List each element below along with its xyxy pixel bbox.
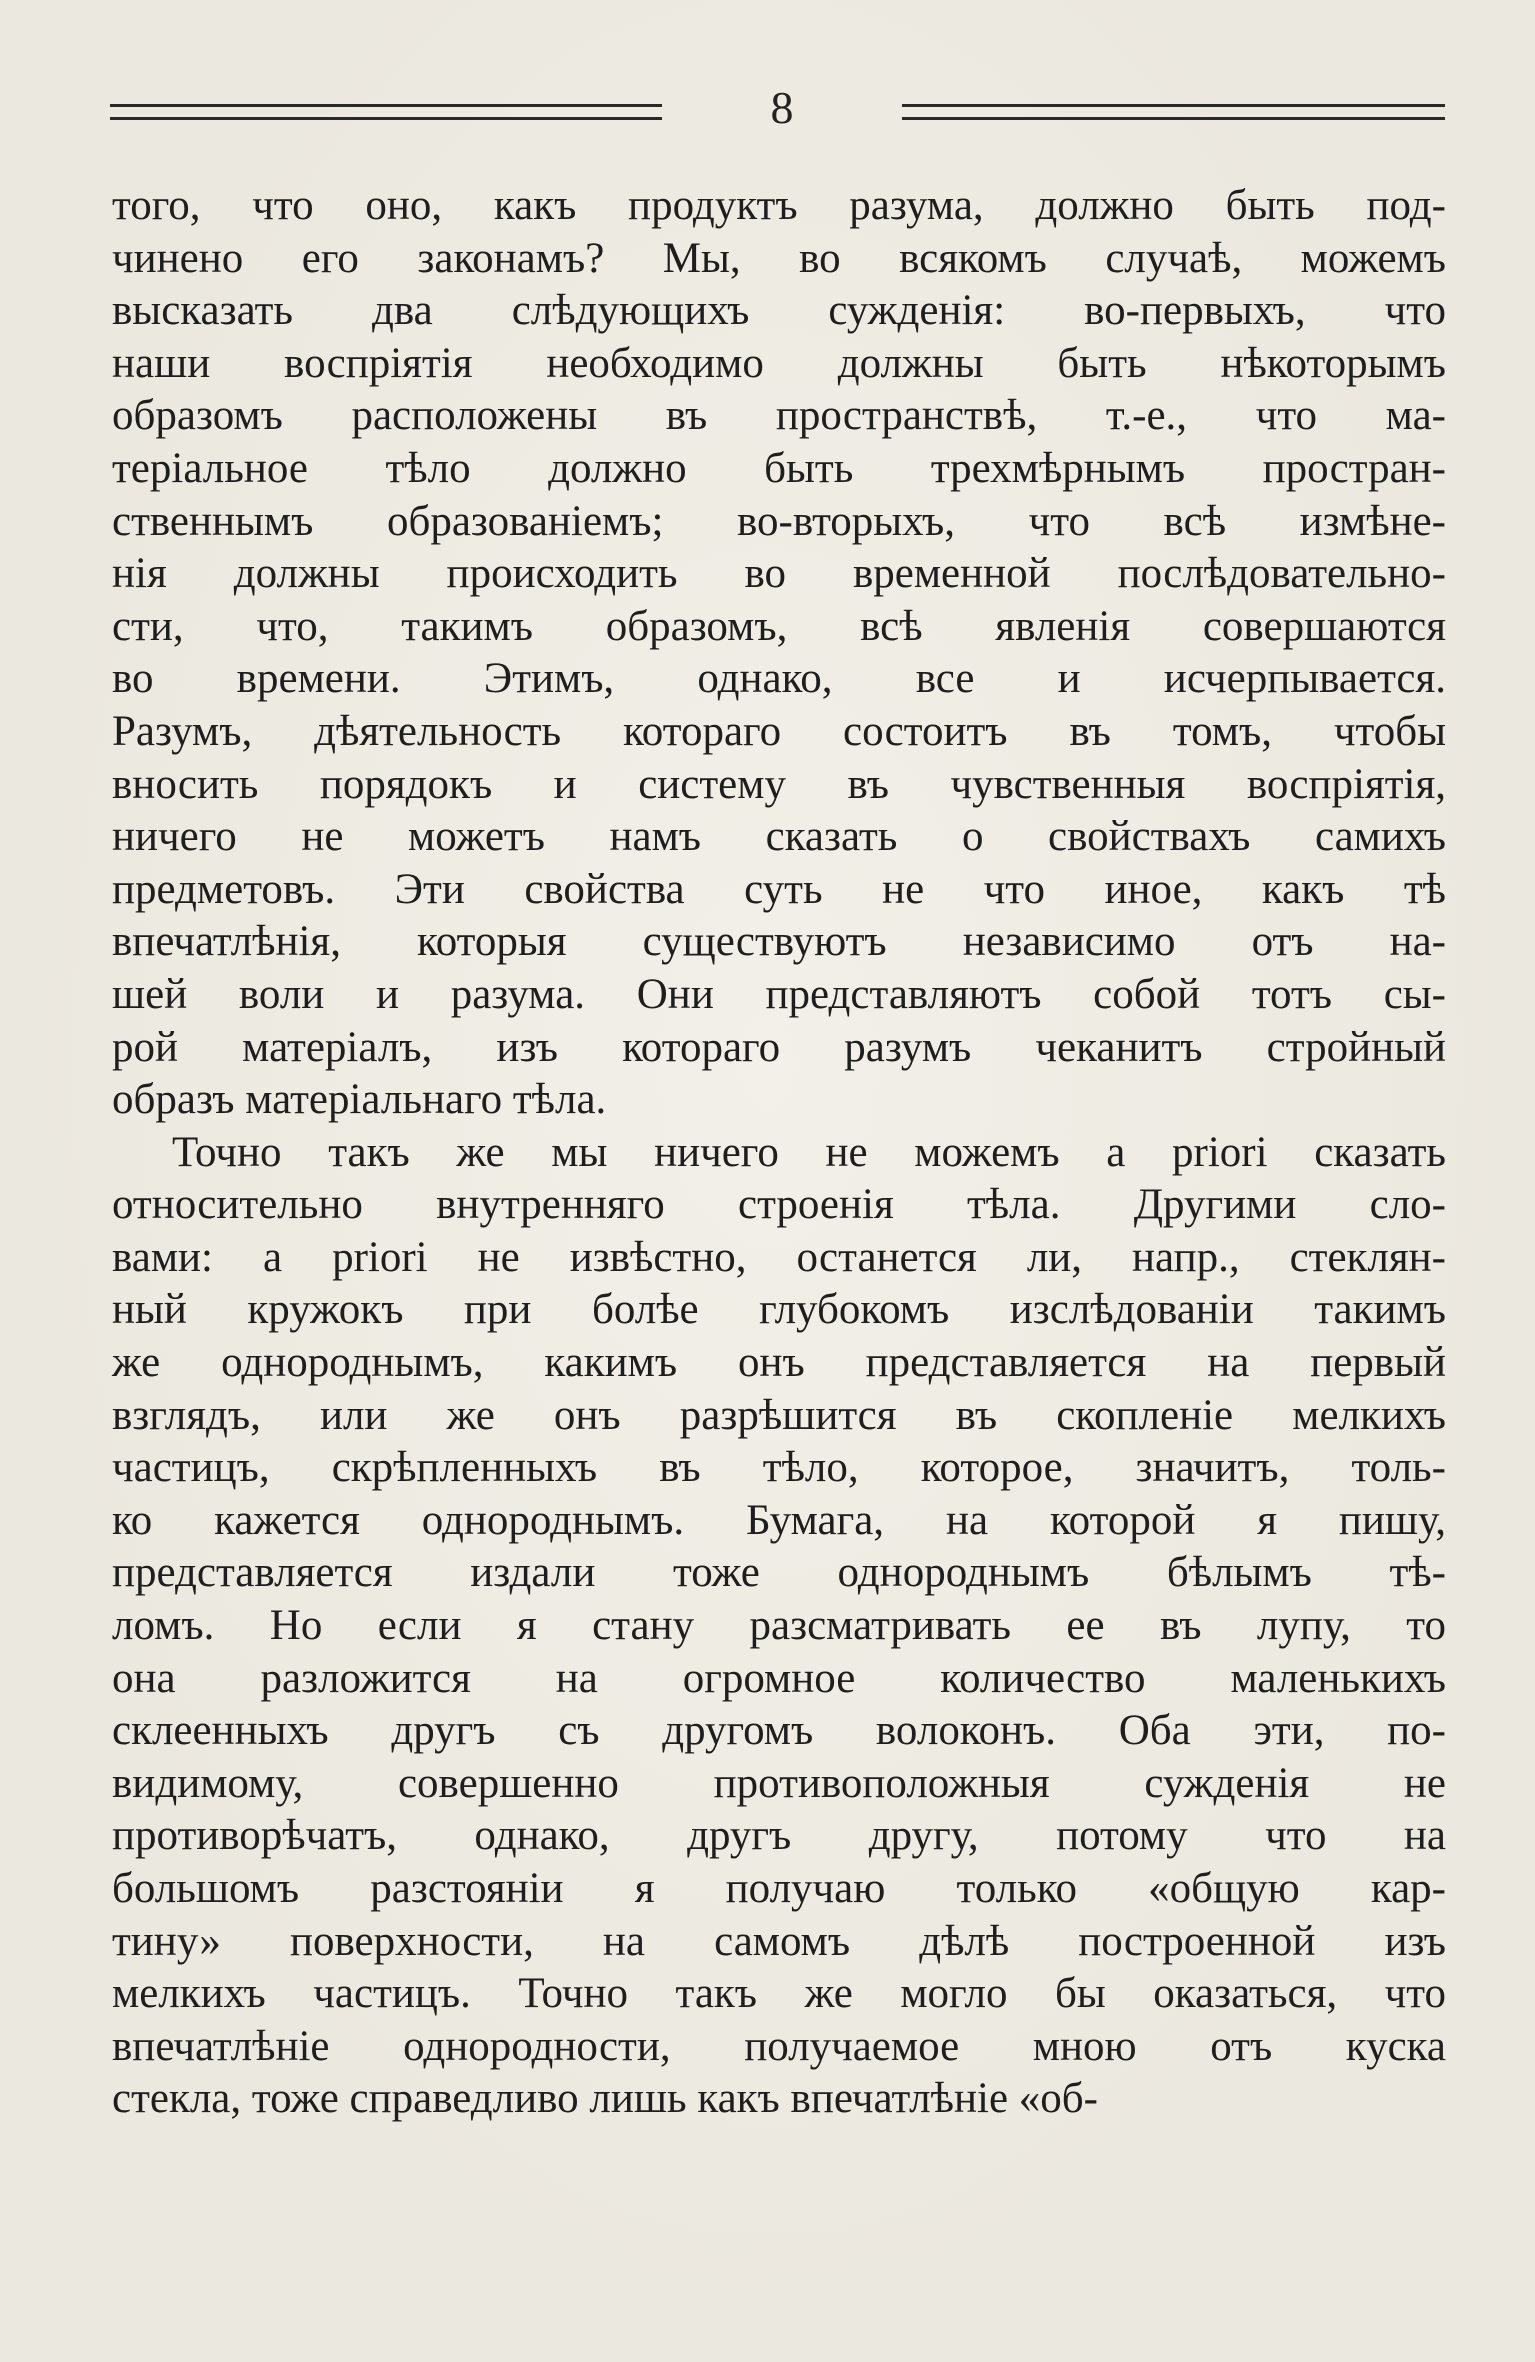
text-line: стекла, тоже справедливо лишь какъ впечатлѣніе «об-: [112, 2075, 1098, 2123]
text-line: того, что оно, какъ продуктъ разума, должно быть под-: [112, 182, 1446, 229]
text-line: образомъ расположены въ пространствѣ, т.-е., что ма-: [112, 392, 1446, 440]
header-double-rule-left: [110, 104, 662, 120]
text-line: большомъ разстояніи я получаю только «общую кар-: [112, 1865, 1446, 1912]
text-line: противорѣчатъ, однако, другъ другу, потому что на: [112, 1812, 1446, 1860]
text-line: вами: a priori не извѣстно, останется ли, напр., стеклян-: [112, 1233, 1446, 1281]
text-line: ный кружокъ при болѣе глубокомъ изслѣдованіи такимъ: [112, 1286, 1446, 1334]
text-line: тину» поверхности, на самомъ дѣлѣ построенной изъ: [112, 1917, 1446, 1965]
header-double-rule-right: [902, 104, 1445, 120]
text-line: относительно внутренняго строенія тѣла. Другими сло-: [112, 1181, 1446, 1229]
text-line: Точно такъ же мы ничего не можемъ a priori сказать: [172, 1128, 1446, 1176]
text-line: мелкихъ частицъ. Точно такъ же могло бы оказаться, что: [112, 1970, 1446, 2018]
text-line: наши воспріятія необходимо должны быть нѣкоторымъ: [112, 339, 1446, 387]
text-line: во времени. Этимъ, однако, все и исчерпывается.: [112, 655, 1446, 703]
text-line: Разумъ, дѣятельность котораго состоитъ въ томъ, чтобы: [112, 707, 1446, 755]
text-line: представляется издали тоже однороднымъ бѣлымъ тѣ-: [112, 1549, 1446, 1597]
text-line: склеенныхъ другъ съ другомъ волоконъ. Оба эти, по-: [112, 1707, 1446, 1755]
text-line: видимому, совершенно противоположныя сужденія не: [112, 1759, 1446, 1807]
text-line: впечатлѣніе однородности, получаемое мною отъ куска: [112, 2022, 1446, 2070]
text-line: теріальное тѣло должно быть трехмѣрнымъ простран-: [112, 444, 1446, 492]
text-line: чинено его законамъ? Мы, во всякомъ случаѣ, можемъ: [112, 234, 1446, 282]
text-line: сти, что, такимъ образомъ, всѣ явленія совершаются: [112, 602, 1446, 650]
text-line: ко кажется однороднымъ. Бумага, на которой я пишу,: [112, 1496, 1446, 1544]
text-line: ломъ. Но если я стану разсматривать ее въ лупу, то: [112, 1602, 1446, 1650]
text-line: ничего не можетъ намъ сказать о свойствахъ самихъ: [112, 813, 1446, 861]
text-line: шей воли и разума. Они представляютъ собой тотъ сы-: [112, 970, 1446, 1018]
text-line: взглядъ, или же онъ разрѣшится въ скопленіе мелкихъ: [112, 1391, 1446, 1439]
text-line: высказать два слѣдующихъ сужденія: во-первыхъ, что: [112, 287, 1446, 335]
text-line: предметовъ. Эти свойства суть не что иное, какъ тѣ: [112, 865, 1446, 913]
text-line: рой матеріалъ, изъ котораго разумъ чеканитъ стройный: [112, 1023, 1446, 1071]
text-line: ственнымъ образованіемъ; во-вторыхъ, что всѣ измѣне-: [112, 497, 1446, 545]
text-line: же однороднымъ, какимъ онъ представляется на первый: [112, 1339, 1446, 1387]
text-line: она разложится на огромное количество маленькихъ: [112, 1654, 1446, 1702]
text-line: образъ матеріальнаго тѣла.: [112, 1076, 607, 1124]
page-number: 8: [770, 82, 794, 133]
text-line: нія должны происходить во временной послѣдовательно-: [112, 550, 1446, 598]
text-line: впечатлѣнія, которыя существуютъ независимо отъ на-: [112, 918, 1446, 966]
text-line: частицъ, скрѣпленныхъ въ тѣло, которое, значитъ, толь-: [112, 1444, 1446, 1492]
text-line: вносить порядокъ и систему въ чувственныя воспріятія,: [112, 760, 1446, 808]
body-text: [112, 180, 1446, 2126]
page-header: [110, 78, 1445, 148]
